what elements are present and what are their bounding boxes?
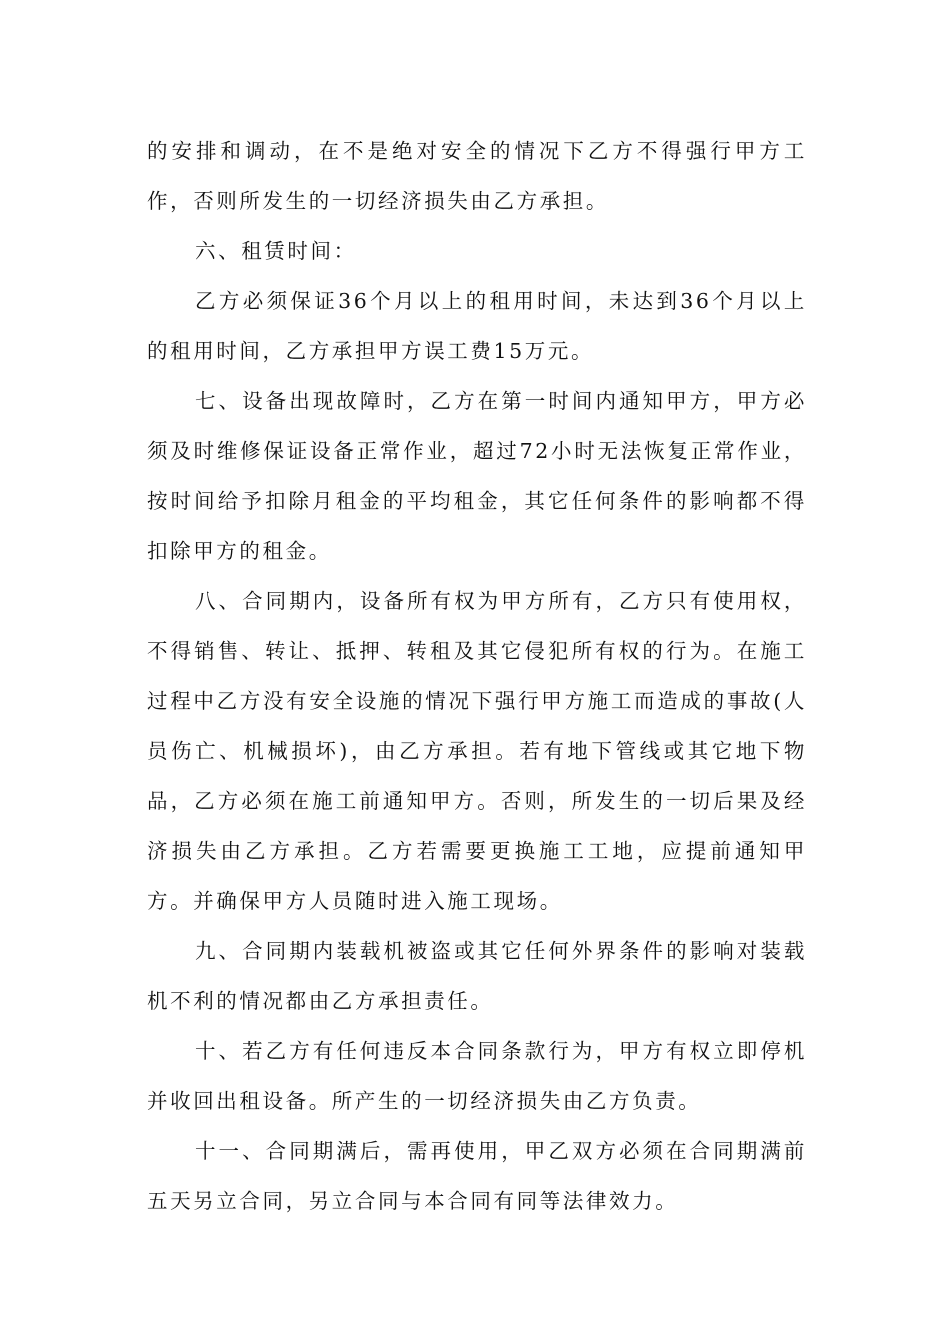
section-heading-lease-term: 六、租赁时间：: [195, 239, 357, 263]
clause-eleven: 十一、合同期满后，需再使用，甲乙双方必须在合同期满前五天另立合同，另立合同与本合同有同等法律效力。: [147, 1139, 807, 1213]
clause-ten: 十、若乙方有任何违反本合同条款行为，甲方有权立即停机并收回出租设备。所产生的一切经济损失由乙方负责。: [147, 1039, 807, 1113]
clause-seven: 七、设备出现故障时，乙方在第一时间内通知甲方，甲方必须及时维修保证设备正常作业，超过72小时无法恢复正常作业，按时间给予扣除月租金的平均租金，其它任何条件的影响都不得扣除甲方的租金。: [147, 389, 807, 563]
document-body: [147, 126, 807, 1226]
paragraph-lease-term: 乙方必须保证36个月以上的租用时间，未达到36个月以上的租用时间，乙方承担甲方误工费15万元。: [147, 289, 807, 363]
clause-eight: 八、合同期内，设备所有权为甲方所有，乙方只有使用权，不得销售、转让、抵押、转租及其它侵犯所有权的行为。在施工过程中乙方没有安全设施的情况下强行甲方施工而造成的事故(人员伤亡、机械损坏)，由乙方承担。若有地下管线或其它地下物品，乙方必须在施工前通知甲方。否则，所发生的一切后果及经济损失由乙方承担。乙方若需要更换施工工地，应提前通知甲方。并确保甲方人员随时进入施工现场。: [147, 589, 807, 913]
clause-nine: 九、合同期内装载机被盗或其它任何外界条件的影响对装载机不利的情况都由乙方承担责任。: [147, 939, 807, 1013]
paragraph-continuation: 的安排和调动，在不是绝对安全的情况下乙方不得强行甲方工作，否则所发生的一切经济损失由乙方承担。: [147, 139, 807, 213]
